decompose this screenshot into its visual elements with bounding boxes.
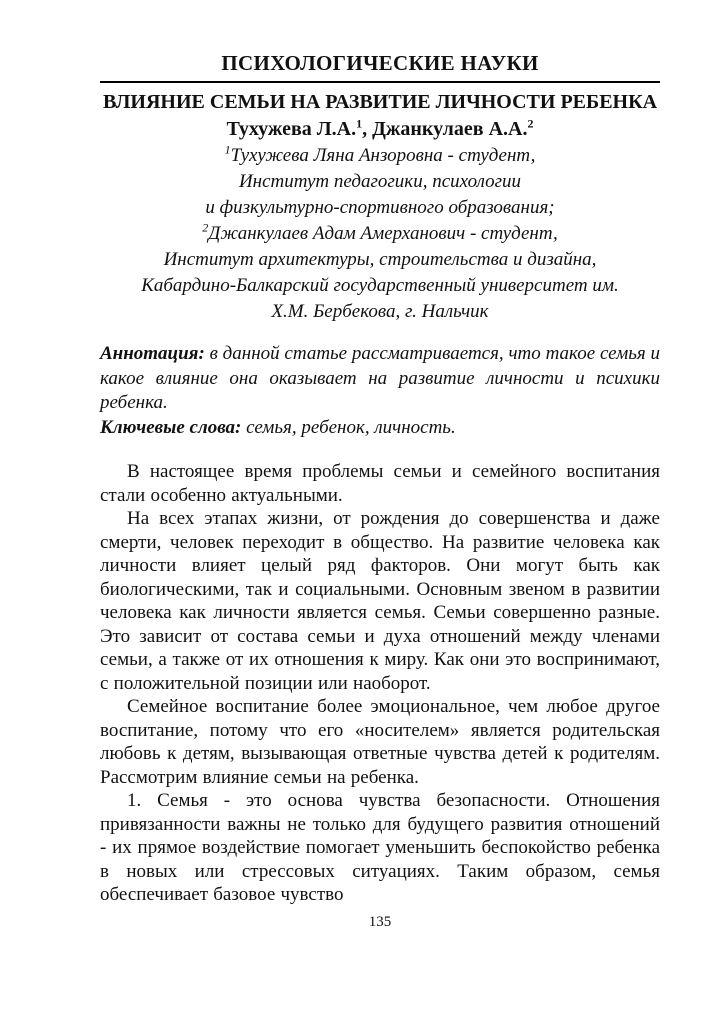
affiliation-line: [100, 221, 660, 247]
affiliation-text: Тухужева Ляна Анзоровна - студент,: [230, 145, 536, 166]
keywords-label: Ключевые слова:: [100, 416, 242, 438]
affiliation-line: [100, 143, 660, 169]
keywords-paragraph: [100, 416, 660, 441]
abstract-text: в данной статье рассматривается, что такое семья и какое влияние она оказывает на развитие личности и психики ребенка.: [100, 343, 660, 413]
affiliation-text: Х.М. Бербекова, г. Нальчик: [271, 301, 489, 322]
body-paragraph: 1. Семья - это основа чувства безопасности. Отношения привязанности важны не только для будущего развития отношений - их прямое воздействие помогает уменьшить беспокойство ребенка в новых или стрессовых ситуациях. Таким образом, семья обеспечивает базовое чувство: [100, 790, 660, 905]
authors-line: [100, 116, 660, 143]
document-page: [100, 0, 660, 931]
body-paragraph: Семейное воспитание более эмоциональное, чем любое другое воспитание, потому что его «носителем» является родительская любовь к детям, вызывающая ответные чувства детей к родителям. Рассмотрим влияние семьи на ребенка.: [100, 696, 660, 788]
article-body: [100, 460, 660, 907]
affiliation-line: [100, 169, 660, 195]
header-rule: [100, 81, 660, 83]
affiliation-line: [100, 299, 660, 325]
affiliation-superscript: 2: [202, 220, 209, 235]
body-paragraph: В настоящее время проблемы семьи и семейного воспитания стали особенно актуальными.: [100, 461, 660, 506]
affiliation-text: Институт архитектуры, строительства и дизайна,: [163, 249, 597, 270]
affiliation-block: [100, 143, 660, 325]
affiliation-line: [100, 273, 660, 299]
author-superscript: 2: [527, 116, 534, 131]
keywords-text: семья, ребенок, личность.: [241, 416, 456, 438]
author-superscript: 1: [356, 116, 363, 131]
page-number: 135: [368, 913, 392, 930]
body-paragraph: На всех этапах жизни, от рождения до совершенства и даже смерти, человек переходит в общество. На развитие человека как личности влияет целый ряд факторов. Они могут быть как биологическими, так и социальными. Основным звеном в развитии человека как личности является семья. Семьи совершенно разные. Это зависит от состава семьи и духа отношений между членами семьи, а также от их отношения к миру. Как они это воспринимают, с положительной позиции или наоборот.: [100, 508, 660, 694]
authors-separator: ,: [362, 118, 373, 140]
section-header: ПСИХОЛОГИЧЕСКИЕ НАУКИ: [221, 51, 539, 75]
affiliation-line: [100, 247, 660, 273]
affiliation-superscript: 1: [224, 142, 231, 157]
affiliation-text: Институт педагогики, психологии: [238, 171, 522, 192]
affiliation-text: и физкультурно-спортивного образования;: [205, 197, 555, 218]
affiliation-line: [100, 195, 660, 221]
abstract-paragraph: [100, 342, 660, 416]
author-name: Джанкулаев А.А.: [372, 118, 528, 140]
affiliation-text: Джанкулаев Адам Амерханович - студент,: [208, 223, 558, 244]
affiliation-text: Кабардино-Балкарский государственный университет им.: [141, 275, 619, 296]
author-name: Тухужева Л.А.: [226, 118, 357, 140]
article-title: ВЛИЯНИЕ СЕМЬИ НА РАЗВИТИЕ ЛИЧНОСТИ РЕБЕНКА: [102, 91, 658, 113]
abstract-block: [100, 342, 660, 440]
abstract-label: Аннотация:: [100, 343, 205, 364]
